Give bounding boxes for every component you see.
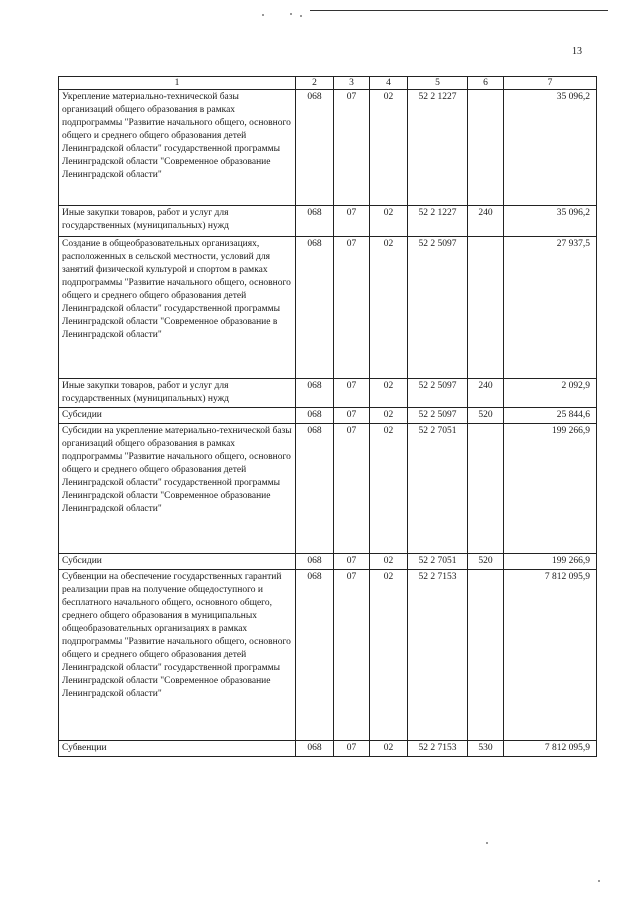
page-number: 13 <box>572 46 582 57</box>
row-ministry-code: 068 <box>296 90 334 206</box>
table-row <box>59 424 597 554</box>
row-section-code: 07 <box>334 741 370 757</box>
row-name: Создание в общеобразовательных организациях, расположенных в сельской местности, условий для занятий физической культурой и спортом в рамках подпрограммы "Развитие начального общего, основного общего и среднего общего образования детей Ленинградской области" государственной программы Ленинградской области "Современное образование в Ленинградской области" <box>59 237 296 379</box>
row-target-article: 52 2 1227 <box>408 90 468 206</box>
row-amount: 2 092,9 <box>504 379 597 408</box>
table-row <box>59 206 597 237</box>
row-section-code: 07 <box>334 408 370 424</box>
scan-speck <box>262 14 264 16</box>
row-expense-type <box>468 90 504 206</box>
table-row <box>59 554 597 570</box>
row-section-code: 07 <box>334 424 370 554</box>
row-subsection-code: 02 <box>370 90 408 206</box>
row-name: Укрепление материально-технической базы организаций общего образования в рамках подпрограммы "Развитие начального общего, основного общего и среднего общего образования детей Ленинградской области" государственной программы Ленинградской области "Современное образование Ленинградской области" <box>59 90 296 206</box>
scan-artifact-line <box>310 10 608 11</box>
column-header: 1 <box>59 77 296 90</box>
row-subsection-code: 02 <box>370 237 408 379</box>
row-amount: 35 096,2 <box>504 206 597 237</box>
table-row <box>59 741 597 757</box>
row-section-code: 07 <box>334 554 370 570</box>
row-subsection-code: 02 <box>370 741 408 757</box>
row-target-article: 52 2 5097 <box>408 237 468 379</box>
row-name: Иные закупки товаров, работ и услуг для государственных (муниципальных) нужд <box>59 379 296 408</box>
row-subsection-code: 02 <box>370 554 408 570</box>
row-expense-type <box>468 237 504 379</box>
row-target-article: 52 2 1227 <box>408 206 468 237</box>
row-amount: 27 937,5 <box>504 237 597 379</box>
row-name: Субсидии <box>59 408 296 424</box>
table-row <box>59 379 597 408</box>
row-expense-type: 520 <box>468 408 504 424</box>
row-subsection-code: 02 <box>370 206 408 237</box>
row-subsection-code: 02 <box>370 408 408 424</box>
row-expense-type: 530 <box>468 741 504 757</box>
row-target-article: 52 2 7153 <box>408 741 468 757</box>
row-section-code: 07 <box>334 570 370 741</box>
row-ministry-code: 068 <box>296 206 334 237</box>
table-row <box>59 408 597 424</box>
row-amount: 7 812 095,9 <box>504 741 597 757</box>
row-target-article: 52 2 7153 <box>408 570 468 741</box>
row-ministry-code: 068 <box>296 741 334 757</box>
row-name: Субсидии на укрепление материально-технической базы организаций общего образования в рамках подпрограммы "Развитие начального общего, основного общего и среднего общего образования детей Ленинградской области" государственной программы Ленинградской области "Современное образование Ленинградской области" <box>59 424 296 554</box>
row-name: Субвенции <box>59 741 296 757</box>
column-header: 3 <box>334 77 370 90</box>
table-header-row <box>59 77 597 90</box>
column-header: 7 <box>504 77 597 90</box>
column-header: 2 <box>296 77 334 90</box>
table-row <box>59 90 597 206</box>
row-target-article: 52 2 7051 <box>408 424 468 554</box>
row-amount: 199 266,9 <box>504 424 597 554</box>
row-name: Субсидии <box>59 554 296 570</box>
row-subsection-code: 02 <box>370 570 408 741</box>
row-expense-type <box>468 570 504 741</box>
column-header: 6 <box>468 77 504 90</box>
row-ministry-code: 068 <box>296 379 334 408</box>
budget-table <box>58 76 597 757</box>
row-amount: 7 812 095,9 <box>504 570 597 741</box>
row-expense-type: 520 <box>468 554 504 570</box>
row-expense-type <box>468 424 504 554</box>
row-subsection-code: 02 <box>370 379 408 408</box>
column-header: 5 <box>408 77 468 90</box>
row-section-code: 07 <box>334 90 370 206</box>
row-subsection-code: 02 <box>370 424 408 554</box>
row-ministry-code: 068 <box>296 408 334 424</box>
row-amount: 25 844,6 <box>504 408 597 424</box>
scan-speck <box>598 880 600 882</box>
scan-speck <box>486 842 488 844</box>
row-target-article: 52 2 5097 <box>408 408 468 424</box>
scan-speck <box>290 13 292 15</box>
row-section-code: 07 <box>334 206 370 237</box>
scan-speck <box>300 15 302 17</box>
row-target-article: 52 2 5097 <box>408 379 468 408</box>
row-ministry-code: 068 <box>296 554 334 570</box>
row-amount: 199 266,9 <box>504 554 597 570</box>
row-section-code: 07 <box>334 237 370 379</box>
table-row <box>59 570 597 741</box>
row-expense-type: 240 <box>468 379 504 408</box>
row-expense-type: 240 <box>468 206 504 237</box>
row-amount: 35 096,2 <box>504 90 597 206</box>
row-name: Иные закупки товаров, работ и услуг для государственных (муниципальных) нужд <box>59 206 296 237</box>
row-ministry-code: 068 <box>296 570 334 741</box>
row-name: Субвенции на обеспечение государственных гарантий реализации прав на получение общедоступного и бесплатного начального общего, основного общего, среднего общего образования в муниципальных общеобразовательных организациях в рамках подпрограммы "Развитие начального общего, основного общего и среднего общего образования детей Ленинградской области" государственной программы Ленинградской области "Современное образование Ленинградской области" <box>59 570 296 741</box>
column-header: 4 <box>370 77 408 90</box>
row-ministry-code: 068 <box>296 237 334 379</box>
table-row <box>59 237 597 379</box>
row-ministry-code: 068 <box>296 424 334 554</box>
row-section-code: 07 <box>334 379 370 408</box>
row-target-article: 52 2 7051 <box>408 554 468 570</box>
